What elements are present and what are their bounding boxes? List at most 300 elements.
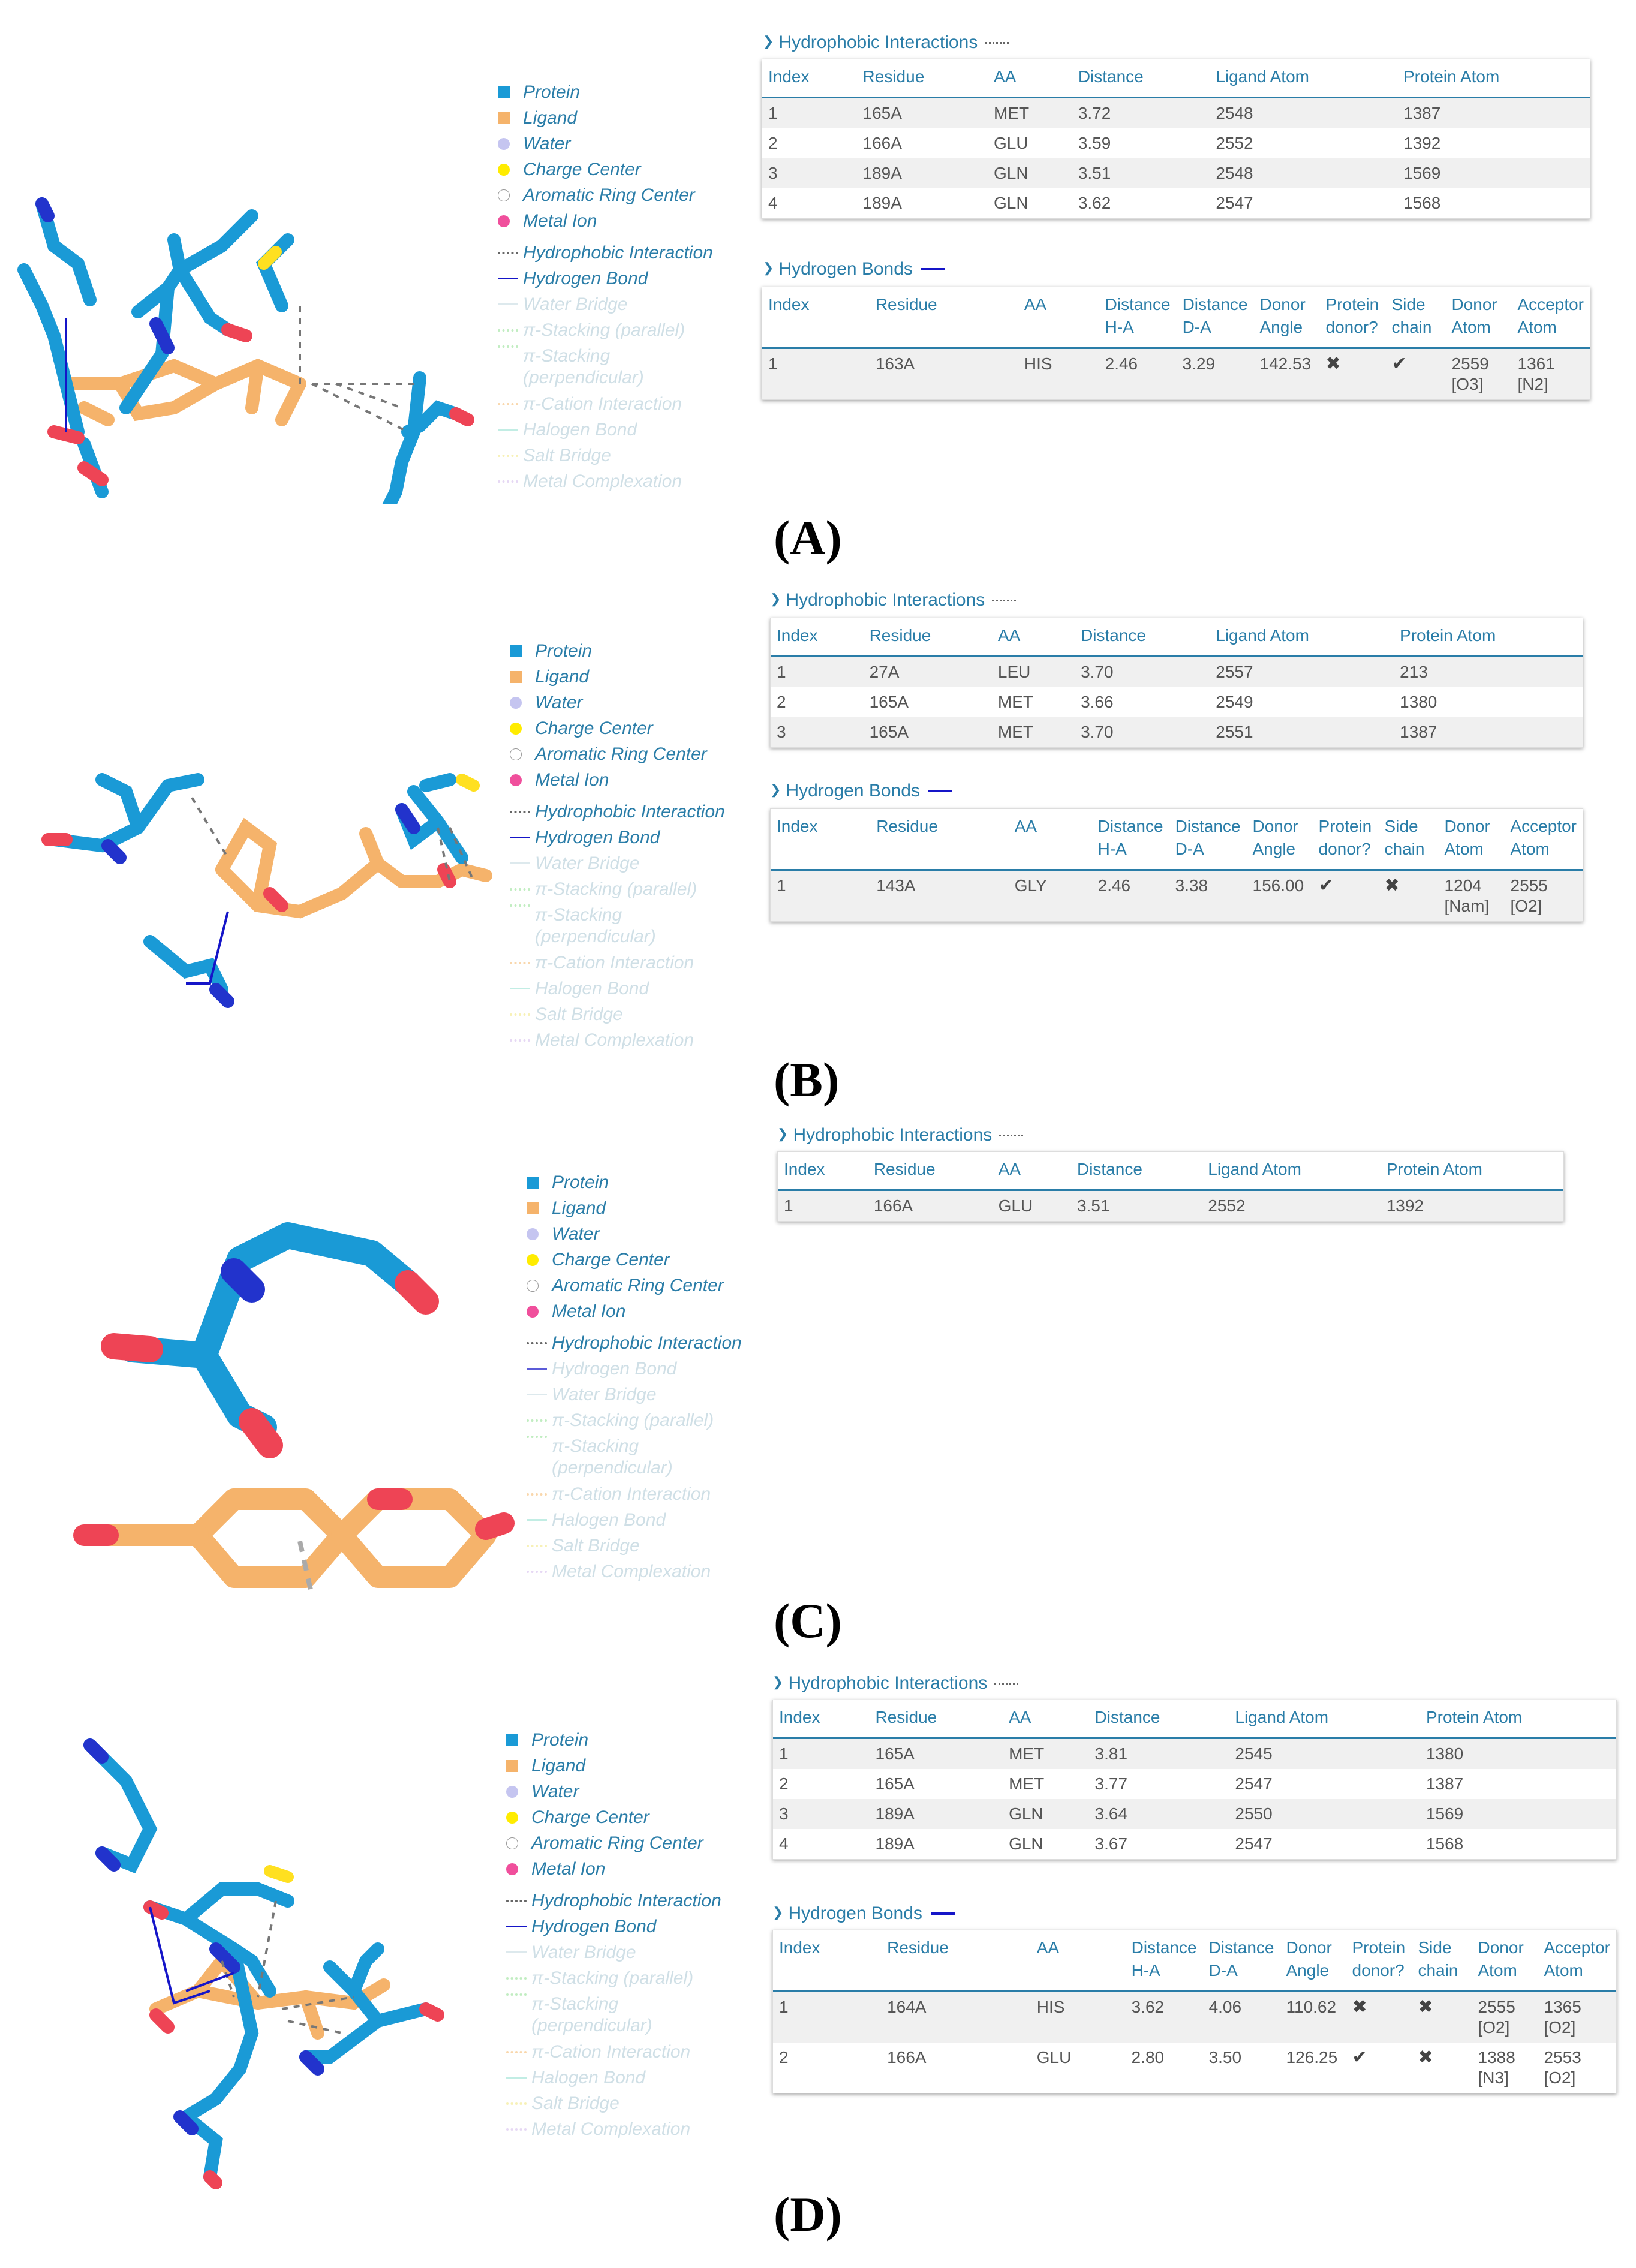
table-cell: GLY bbox=[1009, 870, 1092, 922]
table-cell: 2 bbox=[779, 2048, 789, 2067]
table-cell: 1 bbox=[762, 98, 857, 129]
table-cell: MET bbox=[997, 693, 1034, 711]
legend-label: Metal Ion bbox=[523, 211, 597, 231]
legend-item bbox=[506, 1965, 721, 1991]
table-cell: 143A bbox=[870, 870, 1009, 922]
column-header[interactable]: Distance H-A bbox=[1126, 1930, 1203, 1992]
legend-item bbox=[510, 767, 725, 793]
legend-swatch-icon bbox=[506, 2102, 531, 2105]
legend-item bbox=[506, 1991, 721, 2039]
hbond-line-icon bbox=[931, 1912, 955, 1915]
legend-swatch-icon bbox=[527, 1519, 552, 1521]
legend-label: Metal Complexation bbox=[552, 1562, 711, 1581]
column-header[interactable]: Donor Atom bbox=[1472, 1930, 1538, 1992]
legend-swatch-icon bbox=[510, 723, 535, 735]
table-row[interactable] bbox=[771, 717, 1583, 747]
column-header[interactable]: Residue bbox=[870, 809, 1009, 870]
column-header[interactable]: Acceptor Atom bbox=[1512, 287, 1590, 348]
table-cell: 2555 [O2] bbox=[1505, 870, 1583, 922]
column-header[interactable]: Acceptor Atom bbox=[1538, 1930, 1617, 1992]
column-header[interactable]: Index bbox=[778, 1152, 868, 1190]
table-cell: 110.62 bbox=[1280, 1992, 1346, 2043]
legend-swatch-icon bbox=[510, 774, 535, 786]
table-cell: MET bbox=[1003, 1738, 1088, 1770]
legend-item bbox=[510, 799, 725, 825]
column-header[interactable]: Ligand Atom bbox=[1210, 59, 1397, 98]
legend-label: Metal Complexation bbox=[531, 2119, 691, 2139]
legend-item bbox=[498, 291, 713, 317]
legend-item bbox=[527, 1330, 742, 1356]
molecule-viewer-c[interactable] bbox=[60, 1163, 516, 1595]
legend-swatch-icon bbox=[498, 138, 523, 150]
legend-d bbox=[506, 1727, 721, 2142]
table-cell: 3.70 bbox=[1075, 657, 1210, 688]
legend-label: Charge Center bbox=[535, 718, 653, 738]
legend-label: Ligand bbox=[535, 667, 590, 687]
legend-swatch-icon bbox=[498, 164, 523, 176]
column-header[interactable]: AA bbox=[992, 618, 1075, 657]
column-header[interactable]: Protein donor? bbox=[1346, 1930, 1412, 1992]
column-header[interactable]: Distance bbox=[1075, 618, 1210, 657]
legend-label: Protein bbox=[552, 1172, 609, 1192]
column-header[interactable]: Protein Atom bbox=[1381, 1152, 1563, 1190]
table-row[interactable] bbox=[771, 687, 1583, 717]
column-header[interactable]: Protein Atom bbox=[1397, 59, 1590, 98]
legend-swatch-icon bbox=[498, 429, 523, 431]
table-cell: 2.46 bbox=[1092, 870, 1169, 922]
table-cell: 163A bbox=[870, 348, 1018, 400]
legend-label: Protein bbox=[523, 82, 581, 102]
table-cell: MET bbox=[992, 717, 1075, 747]
legend-swatch-icon bbox=[498, 303, 523, 305]
legend-item bbox=[527, 1481, 742, 1507]
molecule-viewer-b[interactable] bbox=[30, 630, 498, 1043]
table-cell: 2.46 bbox=[1099, 348, 1177, 400]
table-cell: 2551 bbox=[1210, 717, 1394, 747]
legend-item bbox=[527, 1356, 742, 1382]
table-cell: 3 bbox=[762, 158, 857, 188]
legend-swatch-icon bbox=[510, 904, 535, 907]
legend-swatch-icon bbox=[510, 862, 535, 864]
table-cell: 165A bbox=[869, 693, 909, 711]
table-cell: 3.51 bbox=[1072, 158, 1210, 188]
table-cell: GLU bbox=[1036, 2048, 1072, 2067]
hbond-table-d bbox=[772, 1930, 1617, 2093]
hydrophobic-header-b[interactable]: ❯ Hydrophobic Interactions bbox=[770, 590, 1016, 610]
column-header[interactable]: Side chain bbox=[1412, 1930, 1472, 1992]
legend-label: Hydrogen Bond bbox=[535, 828, 660, 847]
legend-swatch-icon bbox=[510, 811, 535, 813]
legend-item bbox=[527, 1169, 742, 1195]
legend-swatch-icon bbox=[506, 1837, 531, 1849]
column-header[interactable]: Side chain bbox=[1379, 809, 1439, 870]
hydrophobic-header-c[interactable]: ❯ Hydrophobic Interactions bbox=[777, 1125, 1023, 1145]
table-cell: 2 bbox=[777, 693, 786, 711]
legend-label: π-Stacking (perpendicular) bbox=[535, 905, 656, 946]
column-header[interactable]: Donor Atom bbox=[1439, 809, 1505, 870]
legend-item bbox=[510, 902, 725, 950]
table-cell: 1569 bbox=[1397, 158, 1590, 188]
table-cell: GLU bbox=[993, 1190, 1071, 1222]
table-header-row bbox=[778, 1152, 1563, 1190]
legend-swatch-icon bbox=[498, 480, 523, 483]
hbond-table-b bbox=[770, 808, 1583, 922]
legend-label: Hydrogen Bond bbox=[552, 1359, 677, 1379]
table-cell: ✖ bbox=[1418, 2047, 1433, 2067]
table-cell: 1204 [Nam] bbox=[1439, 870, 1505, 922]
legend-swatch-icon bbox=[527, 1493, 552, 1496]
column-header[interactable]: Residue bbox=[864, 618, 992, 657]
legend-swatch-icon bbox=[527, 1306, 552, 1318]
legend-swatch-icon bbox=[506, 1760, 531, 1772]
table-cell: 2 bbox=[768, 134, 778, 152]
legend-item bbox=[510, 690, 725, 715]
table-cell: 3.70 bbox=[1075, 717, 1210, 747]
legend-label: Metal Complexation bbox=[523, 471, 682, 491]
table-cell: 1365 [O2] bbox=[1538, 1992, 1617, 2043]
column-header[interactable]: AA bbox=[1018, 287, 1099, 348]
column-header[interactable]: Donor Angle bbox=[1254, 287, 1320, 348]
legend-item bbox=[498, 105, 713, 131]
table-cell: 1361 [N2] bbox=[1512, 348, 1590, 400]
column-header[interactable]: Distance D-A bbox=[1177, 287, 1254, 348]
legend-label: Aromatic Ring Center bbox=[535, 744, 707, 764]
caption-a: (A) bbox=[774, 510, 842, 565]
legend-swatch-icon bbox=[506, 2051, 531, 2053]
legend-item bbox=[498, 240, 713, 266]
hydrophobic-rows-b bbox=[771, 657, 1583, 748]
hydrophobic-line-icon bbox=[994, 1683, 1018, 1685]
hydrophobic-header-a[interactable]: ❯ Hydrophobic Interactions bbox=[763, 32, 1009, 53]
table-cell: ✖ bbox=[1346, 1992, 1412, 2043]
legend-swatch-icon bbox=[510, 697, 535, 709]
column-header[interactable]: Protein donor? bbox=[1320, 287, 1386, 348]
hydrophobic-line-icon bbox=[992, 600, 1016, 601]
table-cell: 1388 [N3] bbox=[1478, 2048, 1515, 2087]
table-row[interactable] bbox=[771, 657, 1583, 688]
legend-label: π-Cation Interaction bbox=[535, 953, 694, 973]
table-row[interactable] bbox=[773, 1738, 1616, 1770]
legend-swatch-icon bbox=[498, 455, 523, 457]
table-cell: 2549 bbox=[1216, 693, 1253, 711]
table-cell: 1387 bbox=[1426, 1774, 1464, 1793]
column-header[interactable]: Residue bbox=[881, 1930, 1031, 1992]
table-header-row bbox=[773, 1930, 1616, 1992]
table-cell: 1 bbox=[771, 870, 870, 922]
table-cell: 3.38 bbox=[1169, 870, 1247, 922]
table-cell: 165A bbox=[875, 1774, 915, 1793]
table-cell: 1392 bbox=[1381, 1190, 1563, 1222]
molecule-viewer-d[interactable] bbox=[6, 1709, 504, 2189]
table-cell: GLN bbox=[1009, 1834, 1043, 1853]
legend-label: Water Bridge bbox=[552, 1385, 657, 1404]
table-row[interactable] bbox=[778, 1190, 1563, 1222]
table-cell: 3.62 bbox=[1126, 1992, 1203, 2043]
legend-label: Water bbox=[531, 1782, 579, 1801]
legend-label: Salt Bridge bbox=[552, 1536, 640, 1556]
legend-label: Aromatic Ring Center bbox=[523, 185, 695, 205]
table-cell: 213 bbox=[1394, 657, 1583, 688]
table-cell: 27A bbox=[864, 657, 992, 688]
column-header[interactable]: Ligand Atom bbox=[1229, 1700, 1420, 1738]
legend-item bbox=[527, 1221, 742, 1247]
table-cell: 1387 bbox=[1397, 98, 1590, 129]
legend-swatch-icon bbox=[527, 1228, 552, 1240]
table-cell: 1387 bbox=[1394, 717, 1583, 747]
table-cell: 1380 bbox=[1420, 1738, 1616, 1770]
legend-label: Ligand bbox=[552, 1198, 606, 1218]
legend-label: π-Stacking (perpendicular) bbox=[531, 1994, 652, 2035]
table-cell: ✖ bbox=[1379, 870, 1439, 922]
column-header[interactable]: Distance bbox=[1089, 1700, 1229, 1738]
column-header[interactable]: Residue bbox=[870, 287, 1018, 348]
legend-item bbox=[510, 876, 725, 902]
legend-a bbox=[498, 79, 713, 494]
table-cell: 189A bbox=[875, 1834, 915, 1853]
legend-item bbox=[510, 638, 725, 664]
table-cell: 3.67 bbox=[1094, 1834, 1128, 1853]
table-cell: 165A bbox=[870, 1738, 1003, 1770]
table-row[interactable] bbox=[762, 188, 1590, 218]
legend-swatch-icon bbox=[527, 1419, 552, 1422]
hydrophobic-line-icon bbox=[999, 1135, 1023, 1136]
column-header[interactable]: Distance bbox=[1071, 1152, 1202, 1190]
legend-swatch-icon bbox=[510, 748, 535, 760]
table-row[interactable] bbox=[762, 158, 1590, 188]
legend-label: Water Bridge bbox=[535, 853, 640, 873]
legend-swatch-icon bbox=[527, 1436, 552, 1438]
legend-label: Salt Bridge bbox=[535, 1004, 623, 1024]
legend-swatch-icon bbox=[506, 1786, 531, 1798]
legend-swatch-icon bbox=[506, 1734, 531, 1746]
legend-item bbox=[527, 1559, 742, 1584]
table-header-row bbox=[762, 59, 1590, 98]
table-cell: 1 bbox=[771, 657, 864, 688]
column-header[interactable]: Distance H-A bbox=[1092, 809, 1169, 870]
legend-item bbox=[506, 1856, 721, 1882]
legend-label: Water bbox=[535, 693, 583, 712]
column-header[interactable]: Index bbox=[762, 59, 857, 98]
legend-swatch-icon bbox=[510, 645, 535, 657]
legend-swatch-icon bbox=[506, 1926, 531, 1927]
table-cell: 164A bbox=[881, 1992, 1031, 2043]
table-cell: 2555 [O2] bbox=[1472, 1992, 1538, 2043]
chevron-down-icon: ❯ bbox=[763, 260, 774, 275]
legend-swatch-icon bbox=[506, 2128, 531, 2131]
hydrophobic-header-d[interactable]: ❯ Hydrophobic Interactions bbox=[772, 1673, 1018, 1694]
legend-item bbox=[506, 1914, 721, 1939]
legend-label: Aromatic Ring Center bbox=[531, 1833, 703, 1853]
legend-item bbox=[506, 1888, 721, 1914]
legend-item bbox=[510, 664, 725, 690]
legend-label: Hydrophobic Interaction bbox=[552, 1333, 742, 1353]
table-row[interactable] bbox=[773, 1829, 1616, 1859]
legend-swatch-icon bbox=[510, 888, 535, 891]
column-header[interactable]: Index bbox=[771, 809, 870, 870]
column-header[interactable]: Distance D-A bbox=[1203, 1930, 1280, 1992]
hydrophobic-line-icon bbox=[985, 42, 1009, 44]
column-header[interactable]: AA bbox=[1003, 1700, 1088, 1738]
legend-swatch-icon bbox=[527, 1177, 552, 1189]
hydrophobic-table-b bbox=[770, 618, 1583, 748]
table-cell: ✔ bbox=[1352, 2047, 1367, 2067]
legend-swatch-icon bbox=[506, 1993, 531, 1996]
legend-item bbox=[498, 182, 713, 208]
legend-swatch-icon bbox=[498, 189, 523, 201]
column-header[interactable]: Residue bbox=[870, 1700, 1003, 1738]
table-cell: 2552 bbox=[1202, 1190, 1380, 1222]
table-row[interactable] bbox=[762, 128, 1590, 158]
table-cell: 1 bbox=[773, 1992, 881, 2043]
legend-label: π-Cation Interaction bbox=[531, 2042, 691, 2062]
chevron-down-icon: ❯ bbox=[770, 782, 781, 797]
table-cell: 1568 bbox=[1403, 194, 1441, 212]
hbond-header-a[interactable]: ❯ Hydrogen Bonds bbox=[763, 259, 945, 279]
table-cell: 3.77 bbox=[1094, 1774, 1128, 1793]
molecule-viewer-a[interactable] bbox=[0, 72, 492, 504]
table-cell: 1569 bbox=[1420, 1799, 1616, 1829]
table-cell: 1392 bbox=[1403, 134, 1441, 152]
legend-label: Protein bbox=[531, 1730, 589, 1750]
legend-item bbox=[506, 1779, 721, 1804]
column-header[interactable]: Index bbox=[762, 287, 870, 348]
chevron-down-icon: ❯ bbox=[772, 1905, 784, 1920]
column-header[interactable]: AA bbox=[988, 59, 1072, 98]
column-header[interactable]: Acceptor Atom bbox=[1505, 809, 1583, 870]
legend-item bbox=[498, 157, 713, 182]
legend-label: π-Stacking (parallel) bbox=[535, 879, 697, 899]
column-header[interactable]: Index bbox=[771, 618, 864, 657]
chevron-down-icon: ❯ bbox=[772, 1674, 784, 1689]
legend-label: π-Stacking (parallel) bbox=[552, 1410, 714, 1430]
table-cell: 2559 [O3] bbox=[1446, 348, 1512, 400]
legend-item bbox=[506, 1727, 721, 1753]
column-header[interactable]: Residue bbox=[857, 59, 988, 98]
table-cell: ✔ bbox=[1313, 870, 1379, 922]
legend-label: Hydrophobic Interaction bbox=[535, 802, 725, 822]
table-cell: MET bbox=[1009, 1774, 1045, 1793]
table-row[interactable] bbox=[773, 2043, 1616, 2093]
column-header[interactable]: Ligand Atom bbox=[1202, 1152, 1380, 1190]
legend-item bbox=[510, 976, 725, 1001]
column-header[interactable]: Index bbox=[773, 1930, 881, 1992]
table-cell: 1 bbox=[762, 348, 870, 400]
hbond-header-b[interactable]: ❯ Hydrogen Bonds bbox=[770, 781, 952, 801]
table-cell: 2552 bbox=[1216, 134, 1253, 152]
table-cell: HIS bbox=[1018, 348, 1099, 400]
legend-swatch-icon bbox=[527, 1545, 552, 1547]
legend-swatch-icon bbox=[506, 1863, 531, 1875]
legend-swatch-icon bbox=[510, 988, 535, 989]
legend-label: π-Cation Interaction bbox=[523, 394, 682, 414]
table-cell: 4.06 bbox=[1203, 1992, 1280, 2043]
legend-item bbox=[498, 131, 713, 157]
table-row[interactable] bbox=[773, 1992, 1616, 2043]
legend-label: Hydrogen Bond bbox=[531, 1917, 657, 1936]
legend-swatch-icon bbox=[527, 1394, 552, 1395]
hydrophobic-table-a bbox=[762, 59, 1590, 219]
table-cell: ✖ bbox=[1412, 1992, 1472, 2043]
legend-c bbox=[527, 1169, 742, 1584]
legend-item bbox=[510, 1001, 725, 1027]
table-header-row bbox=[771, 618, 1583, 657]
legend-label: Water bbox=[552, 1224, 600, 1244]
legend-item bbox=[506, 1804, 721, 1830]
table-header-row bbox=[762, 287, 1590, 348]
table-cell: 156.00 bbox=[1247, 870, 1313, 922]
column-header[interactable]: Donor Atom bbox=[1446, 287, 1512, 348]
column-header[interactable]: Donor Angle bbox=[1280, 1930, 1346, 1992]
legend-swatch-icon bbox=[527, 1342, 552, 1344]
table-cell: GLN bbox=[988, 158, 1072, 188]
caption-c: (C) bbox=[774, 1593, 842, 1648]
table-cell: 1 bbox=[778, 1190, 868, 1222]
column-header[interactable]: Side chain bbox=[1386, 287, 1446, 348]
column-header[interactable]: AA bbox=[1031, 1930, 1126, 1992]
column-header[interactable]: AA bbox=[993, 1152, 1071, 1190]
column-header[interactable]: AA bbox=[1009, 809, 1092, 870]
hbond-rows-a bbox=[762, 348, 1590, 400]
table-row[interactable] bbox=[773, 1799, 1616, 1829]
legend-label: Hydrophobic Interaction bbox=[523, 243, 713, 263]
hbond-line-icon bbox=[928, 790, 952, 792]
table-row[interactable] bbox=[762, 98, 1590, 129]
legend-item bbox=[510, 850, 725, 876]
table-cell: 4 bbox=[768, 194, 778, 212]
legend-swatch-icon bbox=[527, 1280, 552, 1292]
column-header[interactable]: Protein donor? bbox=[1313, 809, 1379, 870]
column-header[interactable]: Donor Angle bbox=[1247, 809, 1313, 870]
table-cell: 3.51 bbox=[1071, 1190, 1202, 1222]
column-header[interactable]: Distance bbox=[1072, 59, 1210, 98]
legend-swatch-icon bbox=[498, 403, 523, 405]
column-header[interactable]: Residue bbox=[868, 1152, 993, 1190]
legend-label: Charge Center bbox=[523, 160, 641, 179]
hydrophobic-rows-c bbox=[778, 1190, 1563, 1222]
legend-swatch-icon bbox=[498, 345, 523, 348]
legend-label: π-Cation Interaction bbox=[552, 1484, 711, 1504]
column-header[interactable]: Distance H-A bbox=[1099, 287, 1177, 348]
table-cell: GLU bbox=[994, 134, 1028, 152]
legend-b bbox=[510, 638, 725, 1053]
column-header[interactable]: Distance D-A bbox=[1169, 809, 1247, 870]
table-row[interactable] bbox=[771, 870, 1583, 922]
legend-item bbox=[498, 317, 713, 343]
table-cell: 2547 bbox=[1216, 194, 1253, 212]
table-cell: 2547 bbox=[1235, 1834, 1273, 1853]
legend-item bbox=[498, 391, 713, 417]
table-row[interactable] bbox=[762, 348, 1590, 400]
column-header[interactable]: Protein Atom bbox=[1420, 1700, 1616, 1738]
legend-item bbox=[506, 1939, 721, 1965]
legend-label: Ligand bbox=[523, 108, 578, 128]
column-header[interactable]: Ligand Atom bbox=[1210, 618, 1394, 657]
legend-item bbox=[527, 1507, 742, 1533]
column-header[interactable]: Protein Atom bbox=[1394, 618, 1583, 657]
table-row[interactable] bbox=[773, 1769, 1616, 1799]
hbond-header-d[interactable]: ❯ Hydrogen Bonds bbox=[772, 1903, 955, 1924]
legend-label: Water Bridge bbox=[523, 294, 628, 314]
hydrophobic-rows-d bbox=[773, 1738, 1616, 1860]
hbond-line-icon bbox=[921, 268, 945, 270]
legend-label: Hydrogen Bond bbox=[523, 269, 648, 288]
table-cell: 2545 bbox=[1229, 1738, 1420, 1770]
column-header[interactable]: Index bbox=[773, 1700, 870, 1738]
legend-swatch-icon bbox=[498, 215, 523, 227]
table-cell: 3.62 bbox=[1078, 194, 1111, 212]
hbond-rows-d bbox=[773, 1992, 1616, 2093]
legend-label: Halogen Bond bbox=[552, 1510, 666, 1530]
